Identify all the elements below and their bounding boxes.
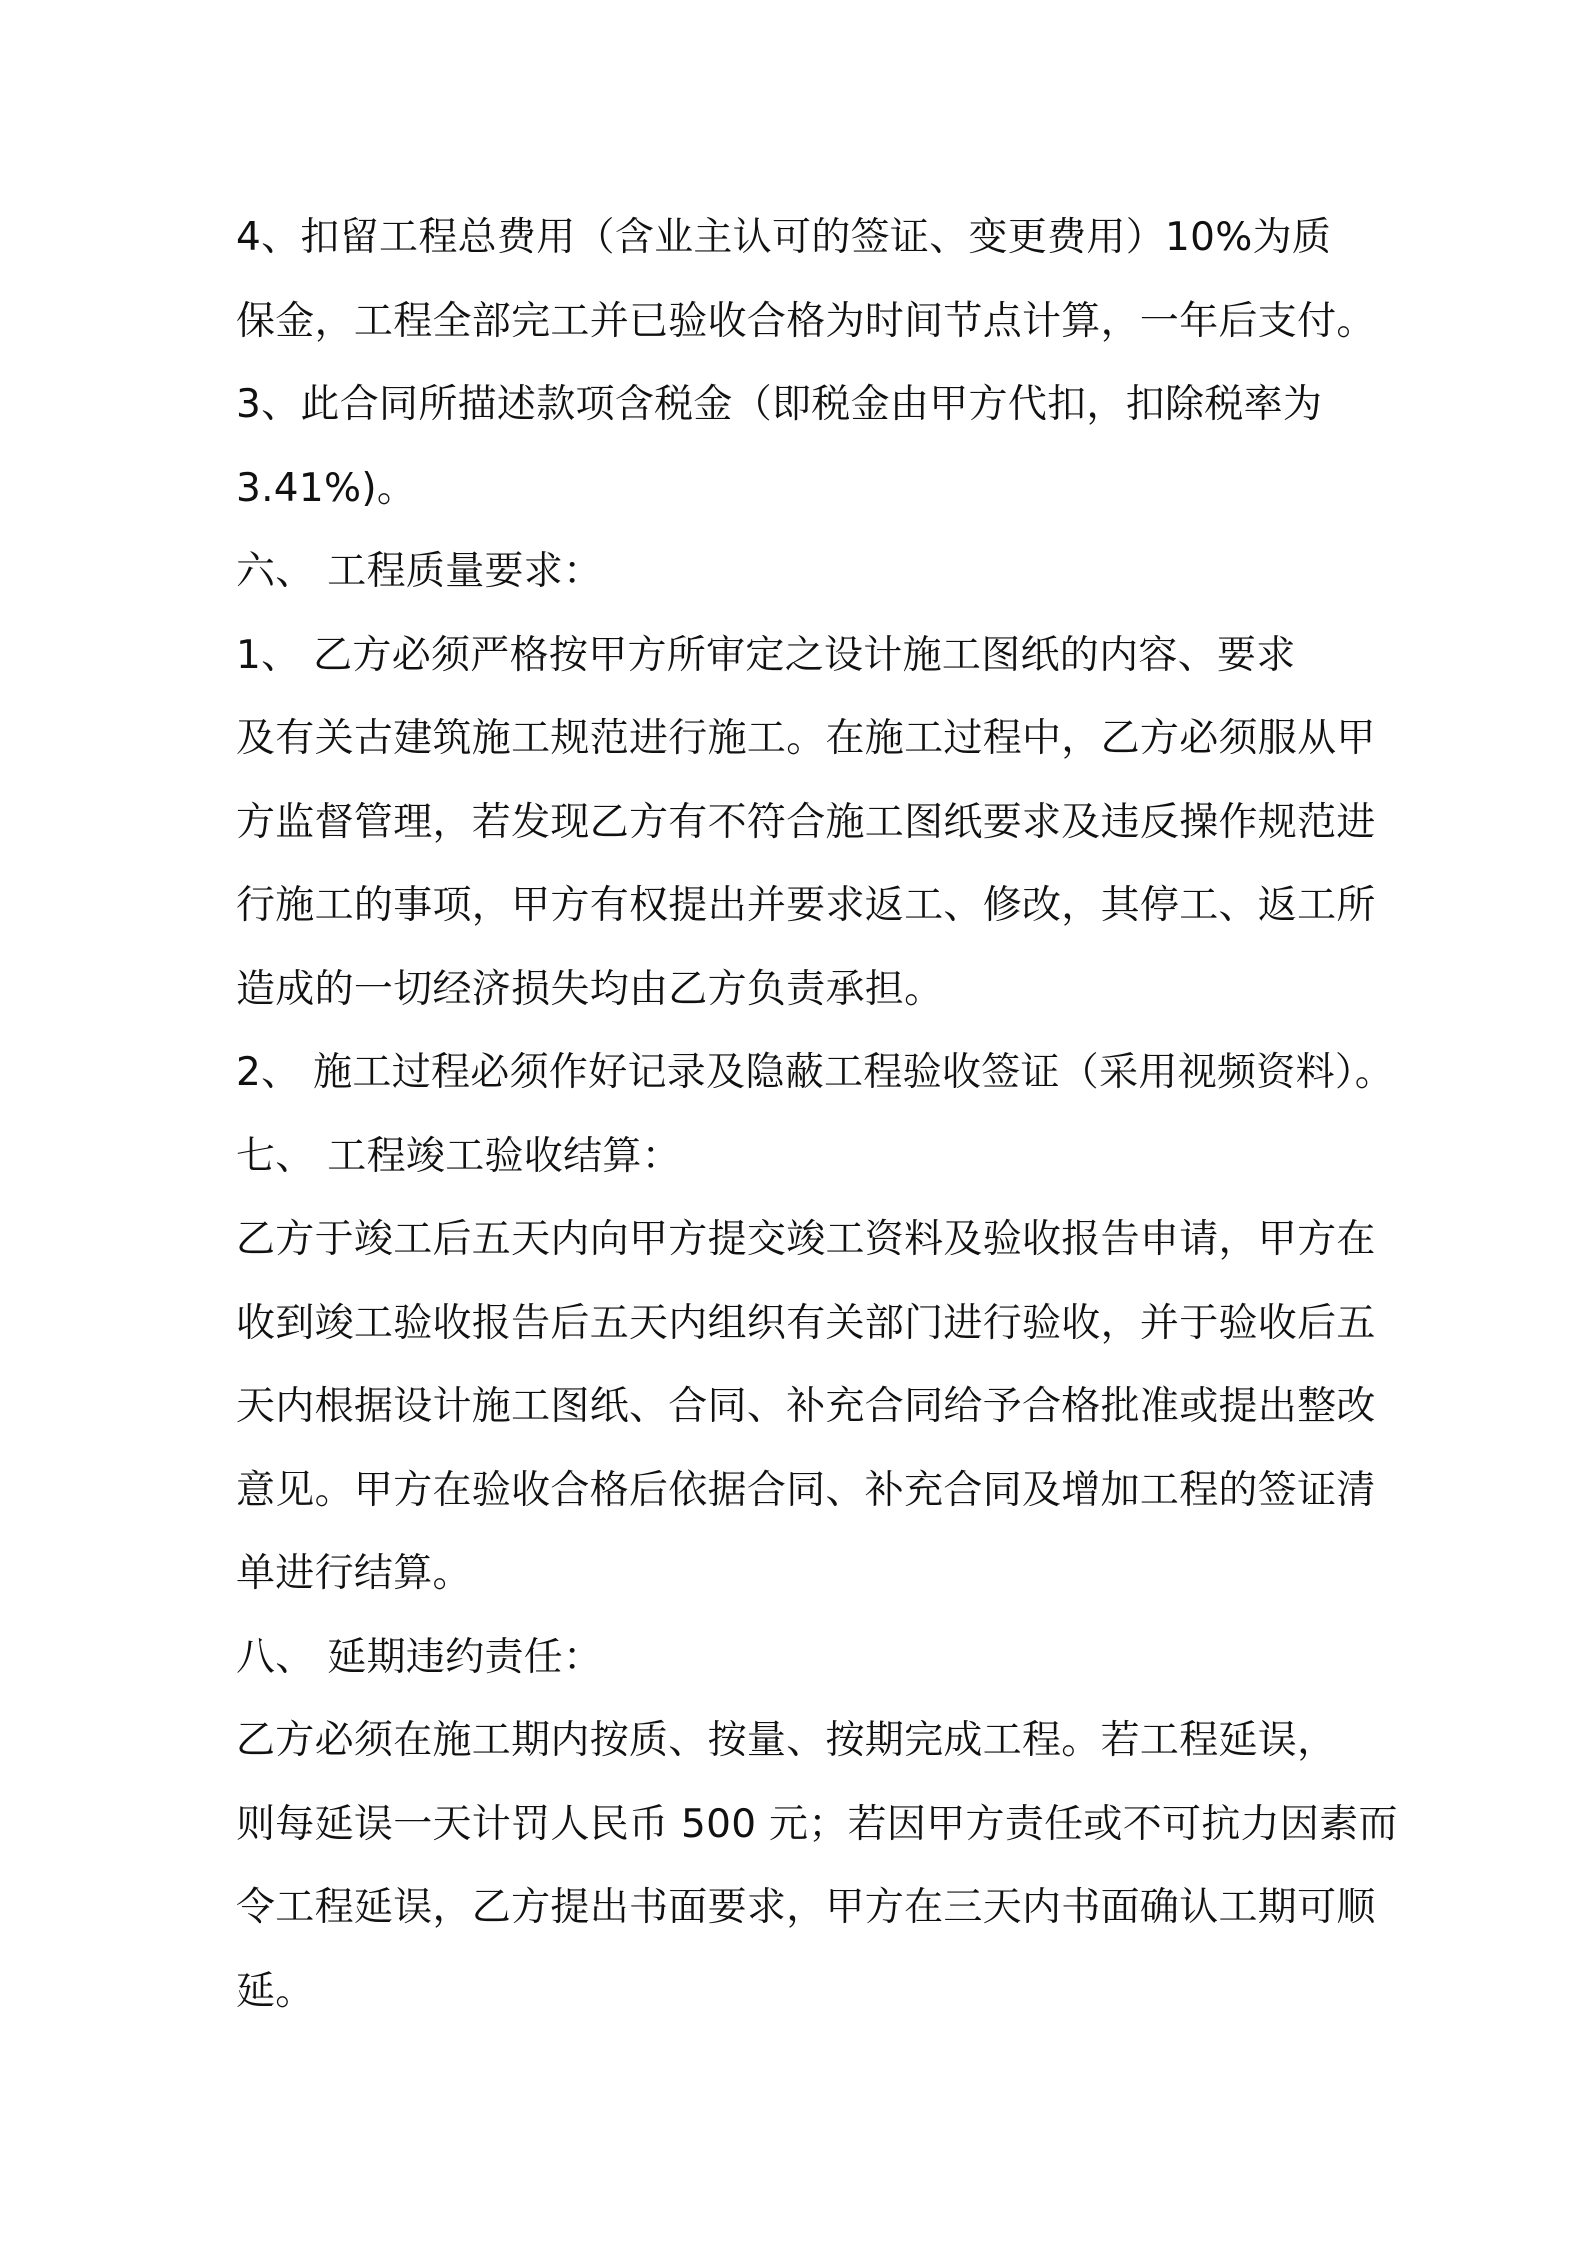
text-line: 则每延误一天计罚人民币 500 元；若因甲方责任或不可抗力因素而 xyxy=(236,1801,1398,1847)
text-line: 2、 施工过程必须作好记录及隐蔽工程验收签证（采用视频资料）。 xyxy=(236,1050,1395,1095)
text-line: 延。 xyxy=(236,1968,315,2014)
section-heading: 八、 延期违约责任： xyxy=(236,1634,603,1680)
text-line: 行施工的事项，甲方有权提出并要求返工、修改，其停工、返工所 xyxy=(236,883,1376,928)
text-line: 令工程延误，乙方提出书面要求，甲方在三天内书面确认工期可顺 xyxy=(236,1885,1376,1930)
text-line: 乙方于竣工后五天内向甲方提交竣工资料及验收报告申请，甲方在 xyxy=(236,1217,1376,1262)
text-line: 保金，工程全部完工并已验收合格为时间节点计算，一年后支付。 xyxy=(236,298,1376,344)
text-line: 3、此合同所描述款项含税金（即税金由甲方代扣，扣除税率为 xyxy=(236,382,1323,427)
text-line: 收到竣工验收报告后五天内组织有关部门进行验收，并于验收后五 xyxy=(236,1300,1376,1346)
text-line: 1、 乙方必须严格按甲方所审定之设计施工图纸的内容、要求 xyxy=(236,632,1296,678)
section-heading: 六、 工程质量要求： xyxy=(236,549,603,594)
text-line: 意见。甲方在验收合格后依据合同、补充合同及增加工程的签证清 xyxy=(236,1467,1376,1513)
text-line: 及有关古建筑施工规范进行施工。在施工过程中，乙方必须服从甲 xyxy=(236,716,1376,761)
section-heading: 七、 工程竣工验收结算： xyxy=(236,1133,681,1179)
text-line: 单进行结算。 xyxy=(236,1551,472,1596)
text-line: 4、扣留工程总费用（含业主认可的签证、变更费用）10%为质 xyxy=(236,215,1332,260)
text-line: 天内根据设计施工图纸、合同、补充合同给予合格批准或提出整改 xyxy=(236,1384,1376,1429)
text-line: 乙方必须在施工期内按质、按量、按期完成工程。若工程延误， xyxy=(236,1718,1337,1763)
document-body xyxy=(236,196,1398,2033)
text-line: 方监督管理，若发现乙方有不符合施工图纸要求及违反操作规范进 xyxy=(236,799,1376,845)
text-line: 造成的一切经济损失均由乙方负责承担。 xyxy=(236,966,944,1012)
text-line: 3.41%)。 xyxy=(236,465,417,511)
